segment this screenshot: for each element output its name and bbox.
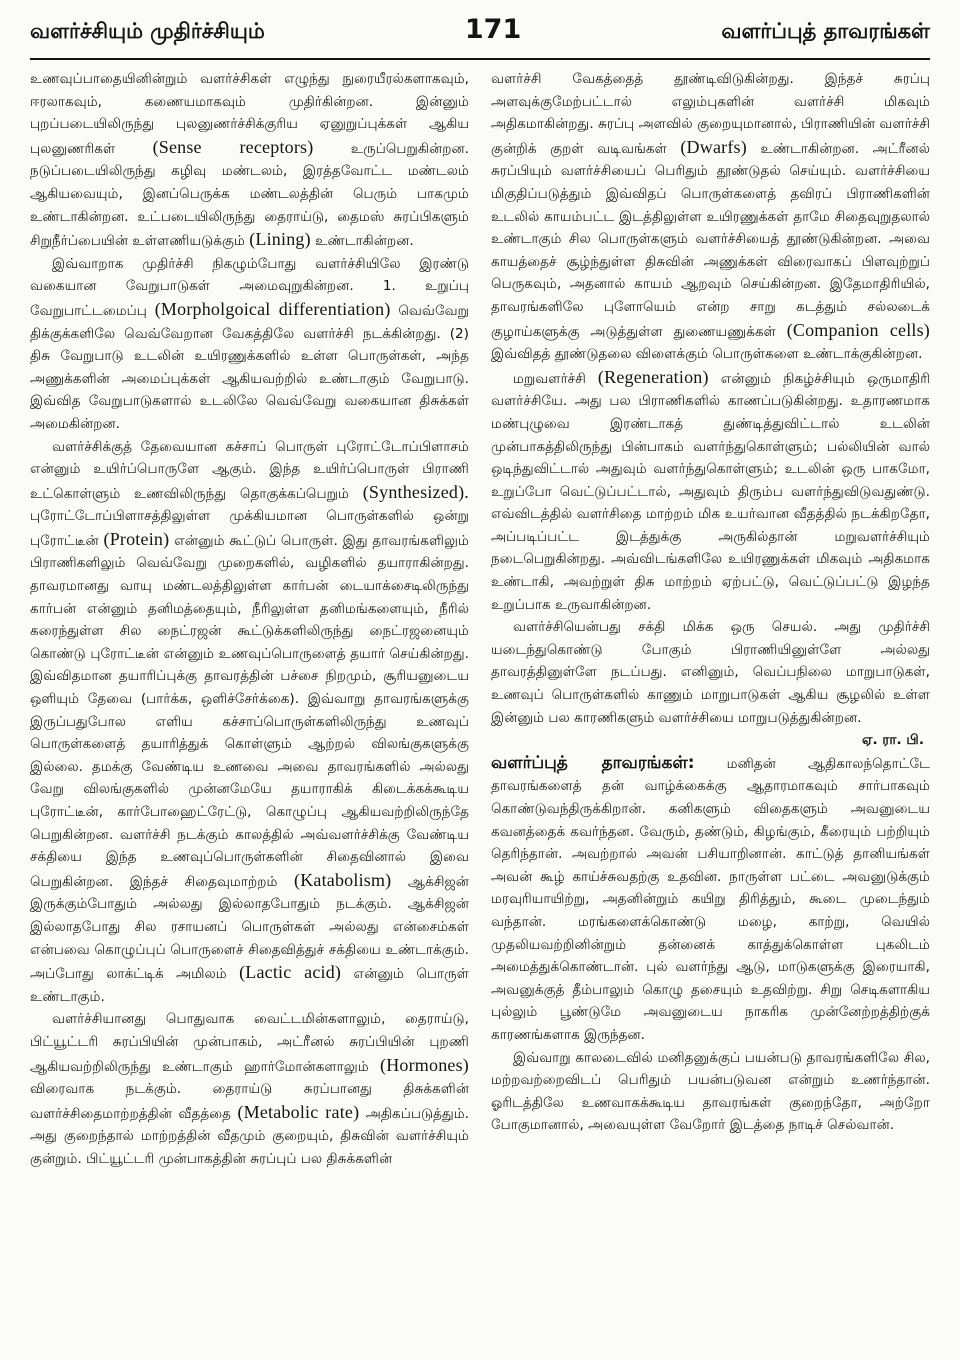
paragraph	[491, 616, 930, 729]
paragraph-text: வளர்ச்சியானது பொதுவாக வைட்டமின்களாலும், தைராய்டு, பிட்யூட்டரி சுரப்பியின் முன்பாகம், அட்ரீனல் சுரப்பியின் புறணி ஆகியவற்றிலிருந்து உண்டாகும் ஹார்மோன்களாலும்	[30, 1011, 469, 1075]
paragraph-text: ஆக்சிஜன் இருக்கும்போதும் அல்லது இல்லாதபோதும் நடக்கும். ஆக்சிஜன் இல்லாதபோது சில ரசாயனப் பொருள்கள் அல்லது என்சைம்கள் என்பவை கொழுப்புப் பொருளைச் சிதைவித்துச் சக்தியை உண்டாக்கும். அப்போது லாக்ட்டிக் அமிலம்	[30, 873, 469, 983]
left-column	[30, 68, 469, 1353]
paragraph-text: விரைவாக நடக்கும். தைராய்டு சுரப்பானது திசுக்களின் வளர்ச்சிதைமாற்றத்தின் வீதத்தை	[30, 1081, 469, 1122]
english-term: (Protein)	[103, 528, 170, 549]
paragraph-text: புரோட்டோப்பிளாசத்திலுள்ள முக்கியமான பொருள்களில் ஒன்று புரோட்டீன்	[30, 508, 469, 549]
paragraph-text: மனிதன் ஆதிகாலந்தொட்டே தாவரங்களைத் தன் வாழ்க்கைக்கு ஆதாரமாகவும் சார்பாகவும் கொண்டுவந்திருக்கிறான். கனிகளும் விதைகளும் அவனுடைய கவனத்தைக் கவர்ந்தன. வேரும், தண்டும், கிழங்கும், கீரையும் பற்றியும் தெரிந்தான். அவற்றால் அவன் பசியாறினான். காட்டுத் தானியங்கள் அவன் கூழ் காய்ச்சுவதற்கு உதவின. நாருள்ள பட்டை அவனுடுக்கும் மரவுரியாயிற்று, அதனின்றும் கயிறு திரித்தும், கூடை முடைந்தும் வந்தான். மரங்களைக்கொண்டு மழை, காற்று, வெயில் முதலியவற்றினின்றும் தன்னைக் காத்துக்கொள்ள புகலிடம் அமைத்துக்கொண்டான். புல் வளர்ந்து ஆடு, மாடுகளுக்கு இரையாகி, அவனுக்குத் தீம்பாலும் கொழு தசையும் உதவிற்று. சிறு செடிகளாகிய புல்லும் பூண்டுமே அவனுடைய நாகரிக முன்னேற்றத்திற்குக் காரணங்களாக இருந்தன.	[491, 755, 930, 1043]
paragraph-text: உண்டாகின்றன. அட்ரீனல் சுரப்பியும் வளர்ச்சியைப் பெரிதும் தூண்டுதல் செய்யும். வளர்ச்சியை மிகுதிப்படுத்தும் இவ்விதப் பொருள்களைத் தவிரப் பிராணிகளின் உடலில் காயம்பட்ட இடத்திலுள்ள உயிரணுக்கள் தாமே சிதைவுறுதலால் உண்டாகும் சில பொருள்களும் வளர்ச்சியைத் தூண்டுகின்றன. அவை காயத்தைச் சூழ்ந்துள்ள திசுவின் அணுக்கள் விரைவாகப் பிளவுற்றுப் பெருகவும், அதனால் காயம் ஆறவும் செய்கின்றன. இதேமாதிரியில், தாவரங்களிலே புளோயெம் என்ற சாறு கடத்தும் சல்லடைக் குழாய்களுக்கு அடுத்துள்ள துணையணுக்கள்	[491, 140, 930, 340]
running-head-left: வளர்ச்சியும் முதிர்ச்சியும்	[30, 19, 265, 43]
english-term: (Sense receptors)	[152, 136, 314, 157]
english-term: (Katabolism)	[294, 869, 392, 890]
paragraph-text: இவ்விதத் தூண்டுதலை விளைக்கும் பொருள்களை உண்டாக்குகின்றன.	[491, 346, 923, 363]
paragraph-text: என்னும் நிகழ்ச்சியும் ஒருமாதிரி வளர்ச்சியே. அது பல பிராணிகளில் காணப்படுகின்றது. உதாரணமாக மண்புழுவை இரண்டாகத் துண்டித்துவிட்டால் உடலின் முன்பாகத்திலிருந்து பின்பாகம் வளர்ந்துகொள்ளும்; பல்லியின் வால் ஒடிந்துவிட்டால் அதுவும் வளர்ந்துகொள்ளும்; உடலின் ஒரு பாகமோ, உறுப்போ வெட்டுப்பட்டால், அதுவும் திரும்ப வளர்ந்துவிடுவதுண்டு. எவ்விடத்தில் வளர்சிதை மாற்றம் மிக உயர்வான வீதத்தில் நடக்கிறதோ, அப்படிப்பட்ட இடத்துக்கு அருகில்தான் மறுவளர்ச்சியும் நடைபெறுகின்றது. அவ்விடங்களிலே உயிரணுக்கள் மிகவும் அதிகமாக உண்டாகி, அவற்றுள் திசு மாற்றம் ஏற்பட்டு, வெட்டுப்பட்டு இழந்த உறுப்பாக உருவாகின்றன.	[491, 370, 930, 613]
text-columns	[30, 68, 930, 1353]
paragraph-text: என்னும் கூட்டுப் பொருள். இது தாவரங்களிலும் பிராணிகளிலும் வெவ்வேறு முறைகளில், வழிகளில் தயாராகின்றது. தாவரமானது வாயு மண்டலத்திலுள்ள கார்பன் டையாக்சைடிலிருந்து கார்பன் என்னும் தனிமத்தையும், நீரிலுள்ள தனிமங்களையும், நீரில் கரைந்துள்ள சில நைட்ரஜன் கூட்டுக்களிலிருந்து நைட்ரஜனையும் கொண்டு புரோட்டீன் என்னும் உணவுப்பொருளைத் தயார் செய்கின்றது. இவ்விதமான தயாரிப்புக்கு தாவரத்தின் பச்சை நிறமும், சூரியனுடைய ஒளியும் தேவை (பார்க்க, ஒளிச்சேர்க்கை). இவ்வாறு தாவரங்களுக்கு இருப்பதுபோல எளிய கச்சாப்பொருள்களிலிருந்து உணவுப் பொருள்களைத் தயாரித்துக் கொள்ளும் ஆற்றல் விலங்குகளுக்கு இல்லை. தமக்கு வேண்டிய உணவை அவை தாவரங்களில் அல்லது வேறு விலங்குகளில் முன்னமேயே தயாராகிக் கிடைக்கக்கூடிய புரோட்டீன், கார்போஹைட்ரேட்டு, கொழுப்பு ஆகியவற்றிலிருந்தே பெறுகின்றன. வளர்ச்சி நடக்கும் காலத்தில் அவ்வளர்ச்சிக்கு வேண்டிய சக்தியை இந்த உணவுப்பொருள்களின் சிதைவினால் இவை பெறுகின்றன. இந்தச் சிதைவுமாற்றம்	[30, 532, 469, 890]
english-term: (Regeneration)	[597, 366, 709, 387]
paragraph	[30, 253, 469, 436]
author-signature: ஏ. ரா. பி.	[861, 732, 924, 749]
paragraph-text: வளர்ச்சி வேகத்தைத் தூண்டிவிடுகின்றது. இந்தச் சுரப்பு அளவுக்குமேற்பட்டால் எலும்புகளின் வளர்ச்சி மிகவும் அதிகமாகின்றது. சுரப்பு அளவில் குறையுமானால், பிராணியின் வளர்ச்சி குன்றிக் குறள் வடிவங்கள்	[491, 71, 930, 157]
paragraph-text: உண்டாகின்றன.	[310, 233, 414, 250]
english-term: (Metabolic rate)	[237, 1101, 360, 1122]
paragraph	[30, 1008, 469, 1170]
english-term: (Hormones)	[380, 1054, 469, 1075]
paragraph-text: உருப்பெறுகின்றன. நடுப்படையிலிருந்து கழிவு மண்டலம், இரத்தவோட்ட மண்டலம் ஆகியவையும், இனப்பெருக்க மண்டலத்தின் பெரும் பாகமும் உண்டாகின்றன. உட்படையிலிருந்து தைராய்டு, தைமஸ் சுரப்பிகளும் சிறுநீர்ப்பையின் உள்ளணியடுக்கும்	[30, 140, 469, 250]
paragraph-text: அதிகப்படுத்தும். அது குறைந்தால் மாற்றத்தின் வீதமும் குறையும், திசுவின் வளர்ச்சியும் குன்றும். பிட்யூட்டரி முன்பாகத்தின் சுரப்புப் பல திசுக்களின்	[30, 1105, 469, 1167]
paragraph-text: இவ்வாறாக முதிர்ச்சி நிகழும்போது வளர்ச்சியிலே இரண்டு வகையான வேறுபாடுகள் அமைவுறுகின்றன. 1. உறுப்பு வேறுபாட்டமைப்பு	[30, 255, 469, 319]
entry-headword: வளர்ப்புத் தாவரங்கள்:	[491, 752, 695, 773]
paragraph-text: உணவுப்பாதையினின்றும் வளர்ச்சிகள் எழுந்து நுரையீரல்களாகவும், ஈரலாகவும், கணையமாகவும் முதிர்கின்றன. இன்னும் புறப்படையிலிருந்து புலனுணர்ச்சிக்குரிய ஏனுறுப்புக்கள் ஆகிய புலனுணரிகள்	[30, 71, 469, 157]
paragraph	[491, 366, 930, 617]
running-head-right: வளர்ப்புத் தாவரங்கள்	[721, 19, 930, 43]
paragraph	[30, 436, 469, 1009]
paragraph	[491, 68, 930, 366]
english-term: (Dwarfs)	[680, 136, 747, 157]
page-header	[30, 14, 930, 60]
english-term: (Lining)	[249, 229, 311, 250]
paragraph-text: என்னும் பொருள் உண்டாகும்.	[30, 966, 469, 1005]
right-column	[491, 68, 930, 1353]
english-term: (Synthesized).	[362, 481, 469, 502]
english-term: (Companion cells)	[786, 319, 930, 340]
paragraph	[491, 752, 930, 1047]
paragraph-text: வளர்ச்சியென்பது சக்தி மிக்க ஒரு செயல். அது முதிர்ச்சி யடைந்துகொண்டு போகும் பிராணியினுள்ளே அல்லது தாவரத்தினுள்ளே நடப்பது. எனினும், வெப்பநிலை மாறுபாடுகள், உணவுப் பொருள்களில் காணும் மாறுபாடுகள் ஆகிய சூழலில் உள்ள இன்னும் பல காரணிகளும் வளர்ச்சியை மாறுபடுத்துகின்றன.	[491, 619, 930, 726]
paragraph	[491, 1047, 930, 1137]
paragraph-text: இவ்வாறு காலடைவில் மனிதனுக்குப் பயன்படு தாவரங்களிலே சில, மற்றவற்றைவிடப் பெரிதும் பயன்படுவன என்றும் உணர்ந்தான். ஓரிடத்திலே உணவாகக்கூடிய தாவரங்கள் குறைந்தோ, அற்றோ போகுமானால், அவையுள்ள வேறோர் இடத்தை நாடிச் செல்வான்.	[491, 1049, 930, 1134]
paragraph-text: வளர்ச்சிக்குத் தேவையான கச்சாப் பொருள் புரோட்டோப்பிளாசம் என்னும் உயிர்ப்பொருளே ஆகும். இந்த உயிர்ப்பொருள் பிராணி உட்கொள்ளும் உணவிலிருந்து தொகுக்கப்பெறும்	[30, 438, 469, 502]
paragraph	[30, 68, 469, 253]
english-term: (Lactic acid)	[239, 962, 342, 983]
paragraph-text: மறுவளர்ச்சி	[513, 370, 598, 387]
paragraph-text: வெவ்வேறு திக்குக்களிலே வெவ்வேறான வேகத்திலே வளர்ச்சி நடக்கின்றது. (2) திசு வேறுபாடு உடலின் உயிரணுக்களில் உள்ள பொருள்கள், அந்த அணுக்களின் அமைப்புக்கள் ஆகியவற்றில் உண்டாகும் வேறுபாடு. இவ்வித வேறுபாடுகளால் உடலிலே வெவ்வேறு வகையான திசுக்கள் அமைகின்றன.	[30, 302, 469, 432]
page-number: 171	[464, 14, 522, 45]
english-term: (Morpholgoical differentiation)	[154, 298, 391, 319]
